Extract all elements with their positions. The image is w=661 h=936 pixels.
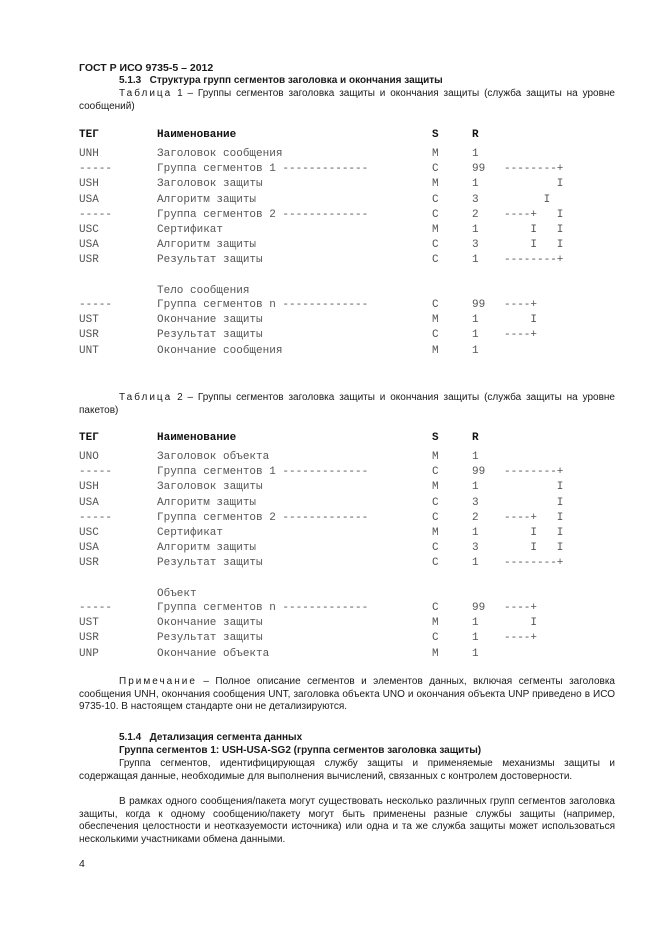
nesting-diagram: --------+ [504,163,564,176]
col-name: Наименование [157,432,237,444]
status-cell: C [432,511,439,524]
segment-name: Группа сегментов 1 ------------- [157,163,369,176]
status-cell: C [432,239,439,252]
repeat-cell: 1 [472,178,479,191]
segment-tag: USA [79,239,99,252]
status-cell: C [432,466,439,479]
repeat-cell: 1 [472,527,479,539]
status-cell: C [432,557,439,570]
repeat-cell: 99 [472,466,486,479]
segment-name: Группа сегментов 1 ------------- [157,466,369,479]
nesting-diagram: I [504,314,538,327]
repeat-cell: 3 [472,542,479,555]
repeat-cell: 99 [472,299,486,311]
table2-body-title: Объект [157,588,197,600]
segment-group-title: Группа сегментов 1: USH-USA-SG2 (группа сегментов заголовка защиты) [119,745,482,756]
repeat-cell: 1 [472,557,479,570]
repeat-cell: 1 [472,329,479,342]
col-r: R [472,129,479,141]
table-caption-text: 1 – Группы сегментов заголовка защиты и окончания защиты (служба защиты на уровне сообщений) [79,88,615,112]
repeat-cell: 1 [472,314,479,327]
nesting-diagram: --------+ [504,466,564,479]
nesting-diagram: --------+ [504,557,564,570]
segment-tag: UNT [79,344,99,357]
segment-tag: USH [79,481,99,494]
table2-caption [79,392,615,417]
repeat-cell: 3 [472,193,479,206]
status-cell: M [432,314,439,327]
status-cell: C [432,632,439,645]
status-cell: C [432,329,439,342]
status-cell: C [432,163,439,176]
repeat-cell: 1 [472,647,479,660]
section-title: Детализация сегмента данных [149,732,303,743]
segment-tag: USC [79,527,99,539]
nesting-diagram: I I [504,542,564,555]
nesting-diagram: ----+ [504,299,538,311]
repeat-cell: 3 [472,496,479,509]
section-number: 5.1.4 [119,732,142,743]
repeat-cell: 99 [472,163,486,176]
segment-name: Окончание защиты [157,617,263,630]
segment-name: Результат защиты [157,632,263,645]
repeat-cell: 2 [472,511,479,524]
segment-tag: UNP [79,647,99,660]
segment-name: Алгоритм защиты [157,239,257,252]
repeat-cell: 1 [472,632,479,645]
segment-name: Окончание объекта [157,647,270,660]
segment-name: Алгоритм защиты [157,496,257,509]
table1-caption [79,88,615,113]
segment-tag: USR [79,254,99,267]
status-cell: M [432,617,439,630]
repeat-cell: 1 [472,344,479,357]
segment-name: Алгоритм защиты [157,193,257,206]
status-cell: M [432,344,439,357]
nesting-diagram: ----+ [504,632,538,645]
col-name: Наименование [157,129,237,141]
repeat-cell: 3 [472,239,479,252]
nesting-diagram: I [504,496,564,509]
table-label: Таблица [119,392,173,403]
segment-tag: UNH [79,148,99,160]
segment-tag: USR [79,632,99,645]
status-cell: M [432,527,439,539]
repeat-cell: 1 [472,451,479,463]
status-cell: M [432,647,439,660]
segment-name: Сертификат [157,224,224,236]
segment-tag: USH [79,178,99,191]
status-cell: C [432,299,439,311]
segment-name: Результат защиты [157,557,263,570]
segment-name: Заголовок сообщения [157,148,283,160]
section-title: Структура групп сегментов заголовка и окончания защиты [149,75,443,86]
segment-name: Заголовок защиты [157,481,263,494]
status-cell: C [432,542,439,555]
repeat-cell: 99 [472,602,486,614]
repeat-cell: 1 [472,254,479,267]
status-cell: C [432,254,439,267]
table-label: Таблица [119,88,173,99]
table-caption-text: 2 – Группы сегментов заголовка защиты и окончания защиты (служба защиты на уровне пакетов) [79,392,615,416]
status-cell: M [432,481,439,494]
note-label: Примечание [119,676,197,687]
segment-tag: USR [79,557,99,570]
nesting-diagram: I I [504,224,564,236]
segment-name: Результат защиты [157,254,263,267]
repeat-cell: 1 [472,148,479,160]
segment-tag: ----- [79,466,113,479]
segment-tag: ----- [79,299,113,311]
segment-name: Заголовок объекта [157,451,270,463]
segment-tag: UNO [79,451,99,463]
segment-tag: USA [79,496,99,509]
status-cell: M [432,451,439,463]
segment-tag: USR [79,329,99,342]
status-cell: C [432,208,439,221]
segment-name: Группа сегментов n ------------- [157,299,369,311]
segment-tag: ----- [79,163,113,176]
segment-tag: ----- [79,208,113,221]
segment-tag: USA [79,193,99,206]
repeat-cell: 1 [472,481,479,494]
section-514-heading [119,732,302,743]
status-cell: C [432,193,439,206]
nesting-diagram: I I [504,239,564,252]
section-513-heading [119,75,443,86]
paragraph-2: В рамках одного сообщения/пакета могут существовать несколько различных групп сегментов заголовка защиты, когда к одному сообщению/пакету могут быть применены разные службы защиты (например, обеспечения целостности и неотказуемости источника) или одна и та же служба защиты может использоваться несколькими участниками обмена данными. [79,796,615,845]
segment-tag: UST [79,314,99,327]
nesting-diagram: I [504,617,538,630]
col-tag: ТЕГ [79,129,99,141]
segment-tag: ----- [79,511,113,524]
paragraph-1: Группа сегментов, идентифицирующая службу защиты и применяемые механизмы защиты и содержащая данные, необходимые для выполнения вычислений, связанных с контролем достоверности. [79,758,615,782]
status-cell: C [432,496,439,509]
segment-name: Окончание защиты [157,314,263,327]
nesting-diagram: I [504,193,564,206]
repeat-cell: 1 [472,617,479,630]
nesting-diagram: ----+ [504,329,538,342]
segment-name: Заголовок защиты [157,178,263,191]
note-paragraph [79,676,615,714]
segment-tag: UST [79,617,99,630]
nesting-diagram: ----+ [504,602,538,614]
segment-tag: USA [79,542,99,555]
nesting-diagram: I [504,178,564,191]
status-cell: C [432,602,439,614]
status-cell: M [432,224,439,236]
nesting-diagram: ----+ I [504,208,564,221]
nesting-diagram: I [504,481,564,494]
status-cell: M [432,148,439,160]
document-header: ГОСТ Р ИСО 9735-5 – 2012 [79,62,214,74]
nesting-diagram: --------+ [504,254,564,267]
segment-name: Группа сегментов 2 ------------- [157,208,369,221]
segment-tag: USC [79,224,99,236]
nesting-diagram: ----+ I [504,511,564,524]
col-s: S [432,129,439,141]
segment-name: Группа сегментов n ------------- [157,602,369,614]
table1-body-title: Тело сообщения [157,285,250,297]
note-text: – Полное описание сегментов и элементов данных, включая сегменты заголовка сообщения UNH, окончания сообщения UNT, заголовка объекта UNO и окончания объекта UNP приведено в ИСО 9735-10. В настоящем стандарте они не детализируются. [79,676,615,712]
page-number: 4 [79,858,85,870]
nesting-diagram: I I [504,527,564,539]
segment-name: Окончание сообщения [157,344,283,357]
col-tag: ТЕГ [79,432,99,444]
col-r: R [472,432,479,444]
section-number: 5.1.3 [119,75,142,86]
segment-name: Результат защиты [157,329,263,342]
segment-name: Сертификат [157,527,224,539]
repeat-cell: 2 [472,208,479,221]
segment-name: Алгоритм защиты [157,542,257,555]
segment-tag: ----- [79,602,113,614]
segment-name: Группа сегментов 2 ------------- [157,511,369,524]
col-s: S [432,432,439,444]
repeat-cell: 1 [472,224,479,236]
status-cell: M [432,178,439,191]
